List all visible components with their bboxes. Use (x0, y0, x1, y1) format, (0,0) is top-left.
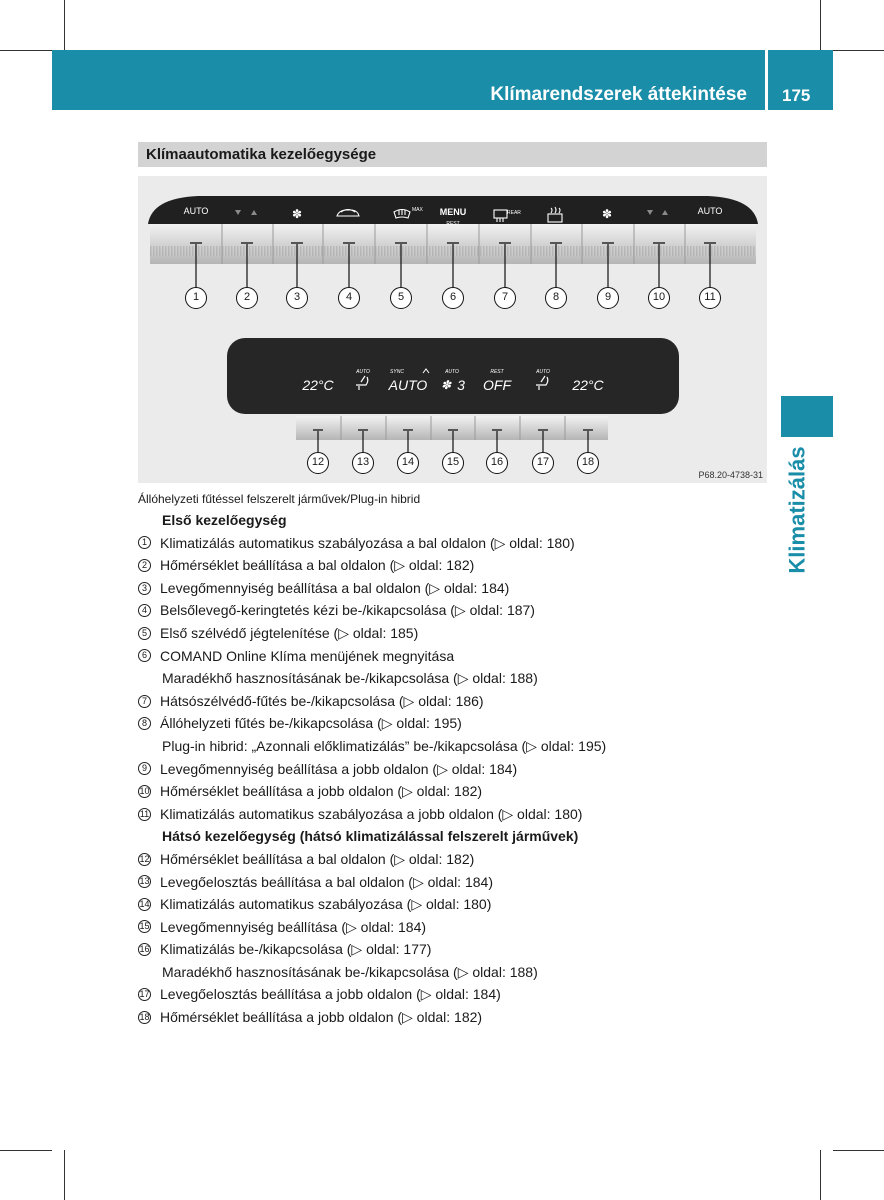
legend-text: Levegőelosztás beállítása a bal oldalon (▷ oldal: 184) (160, 873, 493, 890)
figure-caption: Állóhelyzeti fűtéssel felszerelt járművek/Plug-in hibrid (138, 492, 421, 506)
callout-circle: 7 (494, 287, 516, 309)
crop-mark (0, 1150, 52, 1151)
legend-item (138, 645, 767, 668)
callout-circle: 18 (577, 452, 599, 474)
legend-item (138, 758, 767, 781)
legend-text: Levegőmennyiség beállítása a bal oldalon (▷ oldal: 184) (160, 579, 510, 596)
callout-number: 1 (138, 536, 151, 549)
callout-number: 12 (139, 853, 150, 864)
callout-number: 10 (139, 785, 150, 796)
callout-number: 18 (139, 1011, 150, 1022)
callout-number: 7 (138, 695, 151, 708)
rear-display-auto-label: AUTO (356, 369, 370, 375)
rear-display-fan-level: 3 (457, 377, 465, 393)
legend-continuation: Plug-in hibrid: „Azonnali előklimatizálás” be-/kikapcsolása (▷ oldal: 195) (162, 737, 607, 754)
legend-item (138, 893, 767, 916)
callout-circle: 14 (397, 452, 419, 474)
legend (138, 489, 767, 1029)
callout-number: 3 (138, 582, 151, 595)
legend-continuation: Maradékhő hasznosításának be-/kikapcsolása (▷ oldal: 188) (162, 963, 538, 980)
figure-code: P68.20-4738-31 (698, 470, 763, 480)
legend-item (138, 983, 767, 1006)
crop-mark (0, 50, 52, 51)
legend-item (138, 577, 767, 600)
callout-circle: 17 (532, 452, 554, 474)
front-auto-left-label: AUTO (183, 206, 209, 216)
callout-circle: 3 (286, 287, 308, 309)
legend-text: Első szélvédő jégtelenítése (▷ oldal: 185) (160, 624, 419, 641)
section-heading: Klímaautomatika kezelőegysége (138, 142, 767, 167)
rear-display-rest-label: REST (490, 369, 504, 375)
legend-item (138, 532, 767, 555)
rear-panel-body (227, 338, 679, 414)
callout-circle: 9 (597, 287, 619, 309)
callout-number: 9 (138, 762, 151, 775)
rear-legend-list (138, 848, 767, 1029)
subheading-front: Első kezelőegység (162, 512, 287, 528)
control-panel-illustration (138, 176, 767, 483)
rear-display-auto: AUTO (388, 377, 428, 393)
max-label: MAX (412, 207, 423, 213)
callout-number: 16 (139, 944, 150, 955)
legend-text: Hőmérséklet beállítása a jobb oldalon (▷ oldal: 182) (160, 783, 483, 800)
callout-number: 6 (138, 649, 151, 662)
legend-item (138, 803, 767, 826)
rear-display-temp-right: 22°C (572, 377, 604, 393)
callout-circle: 15 (442, 452, 464, 474)
crop-mark (833, 50, 884, 51)
fan-left-icon: ✽ (291, 207, 303, 221)
callout-circle: 16 (486, 452, 508, 474)
page-header (52, 50, 833, 110)
callout-number: 5 (138, 627, 151, 640)
side-tab (780, 440, 816, 580)
callout-circle: 10 (648, 287, 670, 309)
callout-circle: 8 (545, 287, 567, 309)
legend-text: Levegőmennyiség beállítása a jobb oldalon (▷ oldal: 184) (160, 760, 518, 777)
rear-display-fan-icon: ✽ (440, 378, 452, 392)
callout-number: 17 (139, 989, 150, 1000)
page-title: Klímarendszerek áttekintése (490, 84, 747, 105)
callout-circle: 5 (390, 287, 412, 309)
rear-display-temp-left: 22°C (302, 377, 334, 393)
crop-mark (64, 1150, 65, 1200)
callout-number: 4 (138, 604, 151, 617)
legend-item (138, 554, 767, 577)
crop-mark (820, 0, 821, 50)
callout-circle: 12 (307, 452, 329, 474)
crop-mark (64, 0, 65, 50)
legend-item (138, 780, 767, 803)
rear-display-off: OFF (483, 377, 511, 393)
callout-circle: 11 (699, 287, 721, 309)
callout-circle: 1 (185, 287, 207, 309)
legend-text: Klimatizálás be-/kikapcsolása (▷ oldal: 177) (160, 941, 432, 958)
legend-text: COMAND Online Klíma menüjének megnyitása (160, 647, 455, 664)
side-tab-marker (781, 396, 833, 437)
legend-item (138, 690, 767, 713)
rear-label: REAR (507, 210, 521, 216)
callout-number: 15 (139, 921, 150, 932)
rest-label: REST (446, 221, 460, 227)
callout-number: 8 (138, 717, 151, 730)
legend-item (138, 599, 767, 622)
legend-item (138, 622, 767, 645)
front-auto-right-label: AUTO (697, 206, 723, 216)
legend-text: Belsőlevegő-keringtetés kézi be-/kikapcsolása (▷ oldal: 187) (160, 602, 535, 619)
callout-number: 2 (138, 559, 151, 572)
legend-text: Klimatizálás automatikus szabályozása (▷ oldal: 180) (160, 896, 492, 913)
legend-text: Hőmérséklet beállítása a jobb oldalon (▷ oldal: 182) (160, 1009, 483, 1026)
page-number: 175 (782, 86, 811, 105)
side-tab-label: Klimatizálás (785, 446, 811, 574)
rear-display-auto-label: AUTO (445, 369, 459, 375)
legend-item (138, 848, 767, 871)
callout-circle: 4 (338, 287, 360, 309)
legend-continuation: Maradékhő hasznosításának be-/kikapcsolása (▷ oldal: 188) (162, 670, 538, 687)
legend-text: Hőmérséklet beállítása a bal oldalon (▷ oldal: 182) (160, 557, 475, 574)
rear-display-auto-label: AUTO (536, 369, 550, 375)
subheading-rear: Hátsó kezelőegység (hátsó klimatizálással felszerelt járművek) (162, 828, 579, 845)
legend-text: Hőmérséklet beállítása a bal oldalon (▷ oldal: 182) (160, 850, 475, 867)
legend-text: Állóhelyzeti fűtés be-/kikapcsolása (▷ oldal: 195) (160, 715, 462, 732)
legend-text: Klimatizálás automatikus szabályozása a jobb oldalon (▷ oldal: 180) (160, 805, 583, 822)
legend-text: Levegőelosztás beállítása a jobb oldalon (▷ oldal: 184) (160, 986, 501, 1003)
legend-item (138, 938, 767, 961)
menu-label: MENU (439, 207, 467, 217)
legend-item (138, 871, 767, 894)
fan-right-icon: ✽ (601, 207, 613, 221)
legend-text: Hátsószélvédő-fűtés be-/kikapcsolása (▷ oldal: 186) (160, 692, 484, 709)
callout-circle: 6 (442, 287, 464, 309)
callout-circle: 13 (352, 452, 374, 474)
front-legend-list (138, 532, 767, 826)
callout-circle: 2 (236, 287, 258, 309)
control-panel-figure (138, 176, 767, 483)
legend-item (138, 916, 767, 939)
callout-number: 11 (139, 808, 150, 819)
header-divider (765, 50, 768, 110)
callout-number: 14 (139, 898, 150, 909)
callout-number: 13 (139, 876, 150, 887)
rear-button-strip (296, 416, 608, 440)
crop-mark (820, 1150, 821, 1200)
rear-display-sync-label: SYNC (390, 369, 404, 375)
crop-mark (833, 1150, 884, 1151)
legend-item (138, 1006, 767, 1029)
legend-text: Levegőmennyiség beállítása (▷ oldal: 184) (160, 918, 427, 935)
legend-item (138, 712, 767, 735)
legend-text: Klimatizálás automatikus szabályozása a bal oldalon (▷ oldal: 180) (160, 534, 575, 551)
